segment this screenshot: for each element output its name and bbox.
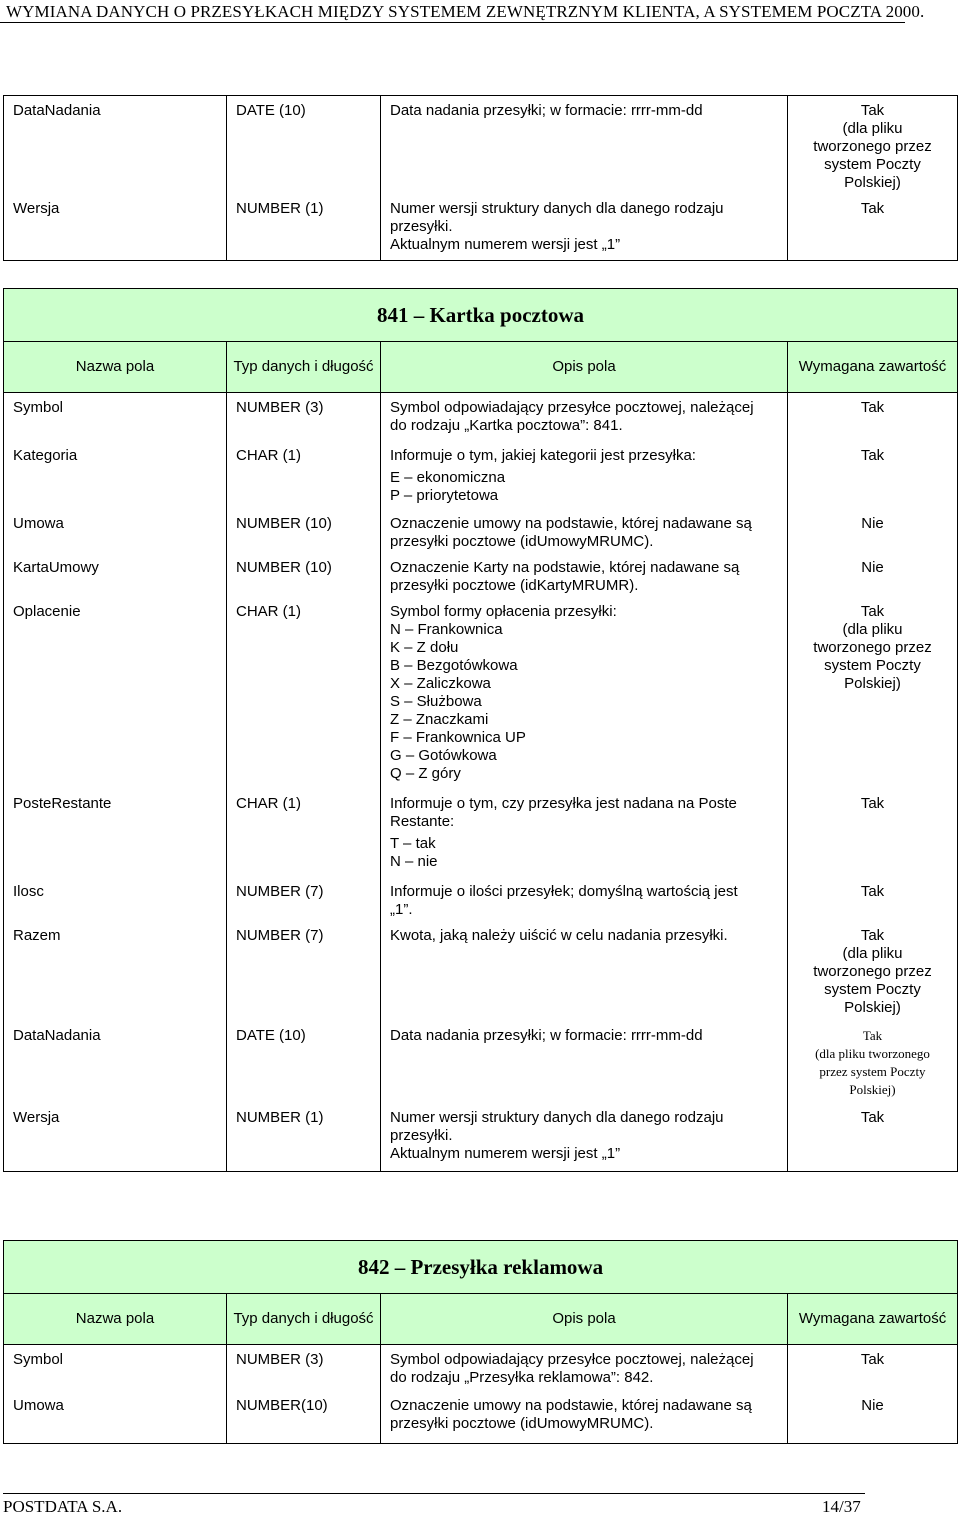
field-name: Umowa <box>4 511 227 555</box>
required-line: Tak <box>860 1351 885 1368</box>
column-header-name: Nazwa pola <box>4 1294 227 1345</box>
required-value <box>788 196 958 261</box>
field-name: Razem <box>4 923 227 1021</box>
description-line: G – Gotówkowa <box>390 747 497 764</box>
description-line: N – Frankownica <box>390 621 503 638</box>
field-description <box>381 1391 788 1444</box>
required-line: tworzonego przez <box>813 138 932 155</box>
description-line: Data nadania przesyłki; w formacie: rrrr-mm-dd <box>390 1027 703 1044</box>
table-row <box>4 879 958 923</box>
description-line: N – nie <box>390 853 438 870</box>
required-line: (dla pliku <box>842 120 903 137</box>
description-line: Restante: <box>390 813 455 830</box>
footer-company: POSTDATA S.A. <box>3 1497 123 1516</box>
required-line: Tak <box>860 927 885 944</box>
required-value <box>788 393 958 442</box>
field-type: NUMBER (7) <box>227 879 381 923</box>
table-row <box>4 1021 958 1103</box>
required-line: Polskiej) <box>844 999 901 1016</box>
description-line: Oznaczenie umowy na podstawie, której nadawane są <box>390 515 752 532</box>
description-line: przesyłki. <box>390 1127 453 1144</box>
table-row <box>4 511 958 555</box>
table-row <box>4 393 958 442</box>
required-value <box>788 1021 958 1103</box>
required-value <box>788 599 958 789</box>
required-value <box>788 555 958 599</box>
required-value <box>788 511 958 555</box>
description-line: B – Bezgotówkowa <box>390 657 518 674</box>
column-header-name: Nazwa pola <box>4 342 227 393</box>
description-line: Aktualnym numerem wersji jest „1” <box>390 1145 621 1162</box>
description-line: przesyłki pocztowe (idUmowyMRUMC). <box>390 533 654 550</box>
field-name: Oplacenie <box>4 599 227 789</box>
column-header-description: Opis pola <box>381 342 788 393</box>
description-line: Informuje o tym, czy przesyłka jest nadana na Poste <box>390 795 737 812</box>
table-row <box>4 1103 958 1172</box>
description-line: Numer wersji struktury danych dla danego rodzaju <box>390 1109 724 1126</box>
footer-divider <box>3 1493 865 1494</box>
required-value <box>788 1391 958 1444</box>
required-line: Tak <box>860 603 885 620</box>
field-type: NUMBER (7) <box>227 923 381 1021</box>
table-row <box>4 789 958 879</box>
required-line: Polskiej) <box>844 174 901 191</box>
description-line: Symbol odpowiadający przesyłce pocztowej, należącej <box>390 1351 754 1368</box>
required-line: tworzonego przez <box>813 963 932 980</box>
field-type: NUMBER (3) <box>227 393 381 442</box>
description-line: Symbol odpowiadający przesyłce pocztowej, należącej <box>390 399 754 416</box>
field-name: DataNadania <box>4 1021 227 1103</box>
description-line: Oznaczenie Karty na podstawie, której nadawane są <box>390 559 740 576</box>
required-value <box>788 441 958 511</box>
required-value <box>788 96 958 197</box>
description-line: do rodzaju „Kartka pocztowa”: 841. <box>390 417 623 434</box>
field-type: NUMBER (10) <box>227 555 381 599</box>
description-line: Data nadania przesyłki; w formacie: rrrr-mm-dd <box>390 102 703 119</box>
section-841-title: 841 – Kartka pocztowa <box>4 289 958 342</box>
required-line: (dla pliku tworzonego <box>815 1046 930 1061</box>
field-description <box>381 789 788 879</box>
section-842-title: 842 – Przesyłka reklamowa <box>4 1241 958 1294</box>
column-header-type: Typ danych i długość <box>227 342 381 393</box>
table-row <box>4 196 958 261</box>
field-type: NUMBER (10) <box>227 511 381 555</box>
table-row <box>4 923 958 1021</box>
required-line: tworzonego przez <box>813 639 932 656</box>
required-line: Nie <box>861 1397 884 1414</box>
required-line: system Poczty <box>824 657 921 674</box>
description-line: E – ekonomiczna <box>390 469 506 486</box>
required-value <box>788 1103 958 1172</box>
field-type: NUMBER (3) <box>227 1345 381 1392</box>
required-line: Tak <box>860 795 885 812</box>
description-line: Oznaczenie umowy na podstawie, której nadawane są <box>390 1397 752 1414</box>
section-842-table <box>3 1240 958 1444</box>
field-description <box>381 441 788 511</box>
field-type: NUMBER (1) <box>227 196 381 261</box>
description-line: Aktualnym numerem wersji jest „1” <box>390 236 621 253</box>
field-type: DATE (10) <box>227 96 381 197</box>
description-line: S – Służbowa <box>390 693 482 710</box>
description-line: przesyłki. <box>390 218 453 235</box>
column-header-type: Typ danych i długość <box>227 1294 381 1345</box>
column-header-required: Wymagana zawartość <box>788 342 958 393</box>
table-row <box>4 96 958 197</box>
field-description <box>381 1103 788 1172</box>
column-header-description: Opis pola <box>381 1294 788 1345</box>
field-type: NUMBER (1) <box>227 1103 381 1172</box>
field-name: Wersja <box>4 196 227 261</box>
field-type: CHAR (1) <box>227 599 381 789</box>
description-line: przesyłki pocztowe (idKartyMRUMR). <box>390 577 639 594</box>
description-line: P – priorytetowa <box>390 487 499 504</box>
field-description <box>381 879 788 923</box>
table-row <box>4 441 958 511</box>
field-description <box>381 511 788 555</box>
field-name: KartaUmowy <box>4 555 227 599</box>
field-type: CHAR (1) <box>227 789 381 879</box>
description-line: Symbol formy opłacenia przesyłki: <box>390 603 617 620</box>
required-line: przez system Poczty <box>819 1064 926 1079</box>
field-name: Umowa <box>4 1391 227 1444</box>
field-name: Symbol <box>4 1345 227 1392</box>
description-line: Kwota, jaką należy uiścić w celu nadania przesyłki. <box>390 927 728 944</box>
description-line: Numer wersji struktury danych dla danego rodzaju <box>390 200 724 217</box>
footer-page-number: 14/37 <box>822 1497 861 1516</box>
field-type: NUMBER(10) <box>227 1391 381 1444</box>
required-line: system Poczty <box>824 981 921 998</box>
field-description <box>381 1021 788 1103</box>
table-row <box>4 1391 958 1444</box>
required-line: Nie <box>861 515 884 532</box>
required-line: Polskiej) <box>844 675 901 692</box>
field-name: Wersja <box>4 1103 227 1172</box>
description-line: Informuje o ilości przesyłek; domyślną wartością jest <box>390 883 738 900</box>
field-name: DataNadania <box>4 96 227 197</box>
description-line: Informuje o tym, jakiej kategorii jest przesyłka: <box>390 447 696 464</box>
document-header-title: WYMIANA DANYCH O PRZESYŁKACH MIĘDZY SYSTEMEM ZEWNĘTRZNYM KLIENTA, A SYSTEMEM POCZTA 2000. <box>6 2 925 21</box>
description-line: F – Frankownica UP <box>390 729 526 746</box>
table-row <box>4 555 958 599</box>
description-line: Z – Znaczkami <box>390 711 489 728</box>
table-row <box>4 599 958 789</box>
required-line: Tak <box>860 883 885 900</box>
field-description <box>381 555 788 599</box>
description-line: do rodzaju „Przesyłka reklamowa”: 842. <box>390 1369 654 1386</box>
field-type: DATE (10) <box>227 1021 381 1103</box>
field-description <box>381 599 788 789</box>
required-value <box>788 789 958 879</box>
field-name: Ilosc <box>4 879 227 923</box>
description-line: „1”. <box>390 901 413 918</box>
field-name: PosteRestante <box>4 789 227 879</box>
field-description <box>381 393 788 442</box>
field-name: Symbol <box>4 393 227 442</box>
required-line: Tak <box>860 200 885 217</box>
required-line: system Poczty <box>824 156 921 173</box>
header-divider <box>0 22 905 23</box>
table-row <box>4 1345 958 1392</box>
required-line: Tak <box>862 1028 883 1043</box>
required-value <box>788 879 958 923</box>
required-value <box>788 923 958 1021</box>
required-line: Nie <box>861 559 884 576</box>
required-line: Tak <box>860 447 885 464</box>
required-line: Tak <box>860 399 885 416</box>
description-line: X – Zaliczkowa <box>390 675 491 692</box>
required-line: (dla pliku <box>842 945 903 962</box>
field-type: CHAR (1) <box>227 441 381 511</box>
required-line: Tak <box>860 102 885 119</box>
field-name: Kategoria <box>4 441 227 511</box>
description-line: przesyłki pocztowe (idUmowyMRUMC). <box>390 1415 654 1432</box>
description-line: Q – Z góry <box>390 765 461 782</box>
description-line: T – tak <box>390 835 436 852</box>
field-description <box>381 196 788 261</box>
field-description <box>381 923 788 1021</box>
fields-table-continued <box>3 95 958 261</box>
field-description <box>381 1345 788 1392</box>
required-line: Polskiej) <box>849 1082 896 1097</box>
required-line: (dla pliku <box>842 621 903 638</box>
section-841-table <box>3 288 958 1172</box>
description-line: K – Z dołu <box>390 639 459 656</box>
column-header-required: Wymagana zawartość <box>788 1294 958 1345</box>
field-description <box>381 96 788 197</box>
required-value <box>788 1345 958 1392</box>
required-line: Tak <box>860 1109 885 1126</box>
